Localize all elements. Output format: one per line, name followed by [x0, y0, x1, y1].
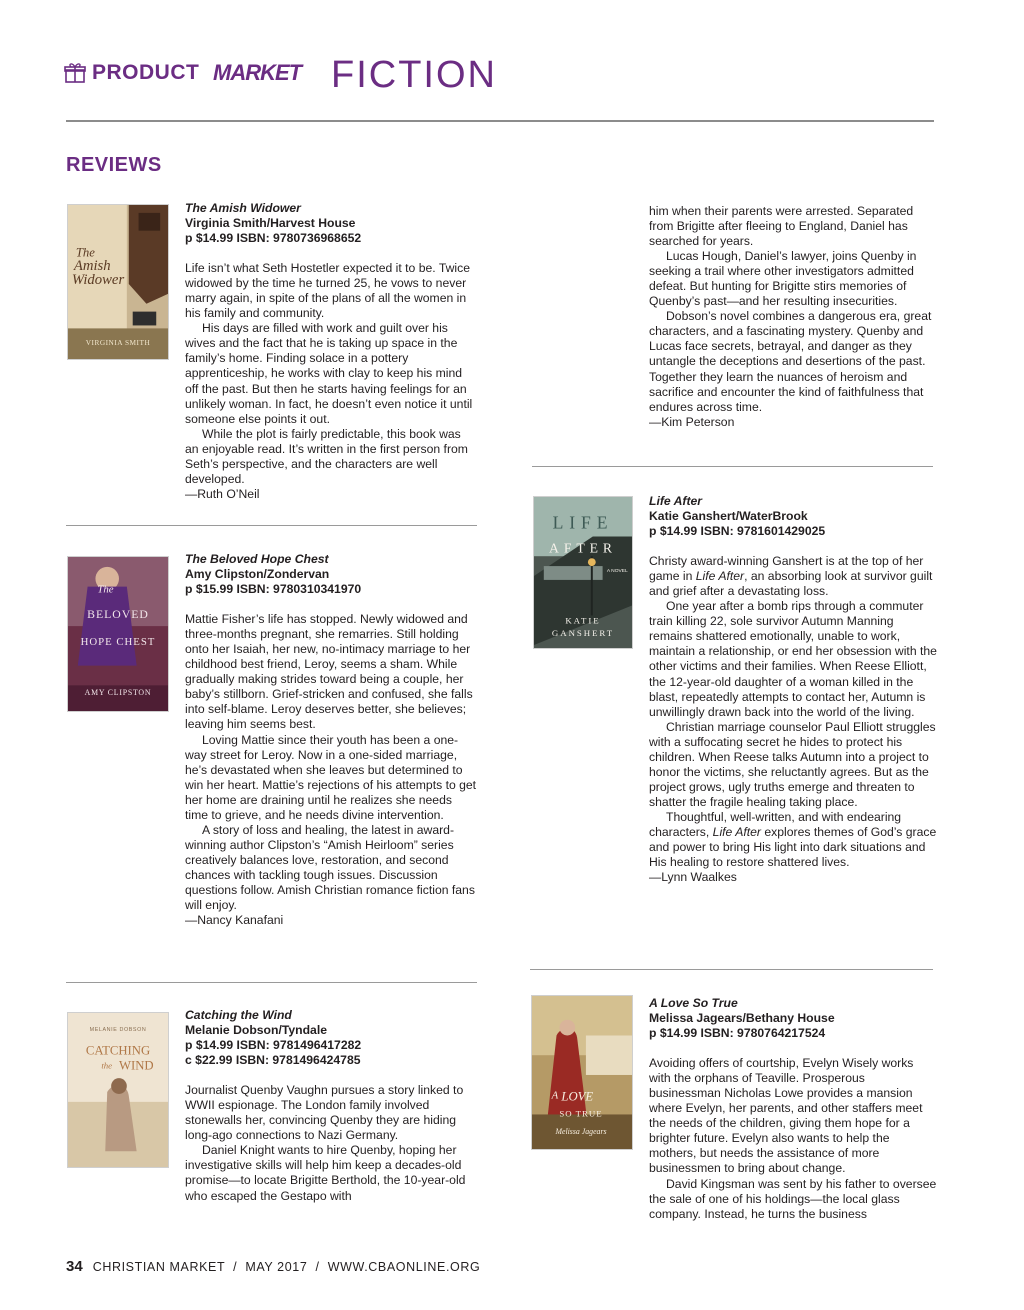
svg-text:A: A [551, 1089, 559, 1102]
svg-text:CATCHING: CATCHING [85, 1043, 151, 1058]
book-title: Catching the Wind [185, 1008, 292, 1022]
reviewer: —Ruth O’Neil [185, 486, 260, 501]
review-paragraph: Christy award-winning Ganshert is at the top of her game in Life After, an absorbing look at survivor guilt and grief after a devastating loss. [649, 554, 933, 599]
review-paragraph: Lucas Hough, Daniel’s lawyer, joins Quenby in seeking a trail where other investigators admitted defeat. But hunting for Brigitte stirs memories of Quenby’s past—and her resulting insecurities. [649, 249, 917, 309]
svg-text:SO TRUE: SO TRUE [559, 1108, 603, 1119]
svg-text:WIND: WIND [118, 1058, 154, 1073]
author-publisher: Katie Ganshert/WaterBrook [649, 509, 808, 524]
review-a-love-so-true [649, 996, 937, 1222]
review-amish-widower [185, 201, 477, 502]
review-paragraph: Dobson’s novel combines a dangerous era, great characters, and a fascinating mystery. Quenby and Lucas face secrets, betrayal, and danger as they untangle the deceptions and desertions of the past. Together they learn the nuances of heroism and sacrifice and encounter the kind of faithfulness that endures across time. [649, 309, 932, 414]
review-paragraph: Mattie Fisher’s life has stopped. Newly widowed and three-months pregnant, she remarries. Still holding onto her Isaiah, her new, no-intimacy marriage to her childhood best friend, Leroy, seems a sham. While gradually making strides toward being a couple, her baby’s stillborn. Grief-stricken and confused, she falls into self-blame. Leroy deserves better, she believes; leaving him seems best. [185, 612, 473, 732]
svg-text:BELOVED: BELOVED [87, 607, 149, 622]
price-isbn: c $22.99 ISBN: 9781496424785 [185, 1053, 361, 1068]
review-paragraph: One year after a bomb rips through a commuter train killing 22, sole survivor Autumn Manning remains shattered emotionally, unable to work, maintain a relationship, or end her obsession with the other victims and their families. When Reese Elliott, the 12-year-old daughter of a woman killed in the blast, repeatedly attempts to contact her, Autumn is unwillingly drawn back into the world of the living. [649, 599, 937, 719]
svg-text:Melissa Jagears: Melissa Jagears [555, 1127, 607, 1137]
price-isbn: p $15.99 ISBN: 9780310341970 [185, 582, 362, 597]
price-isbn: p $14.99 ISBN: 9781496417282 [185, 1038, 362, 1053]
book-cover-catching-the-wind [67, 1012, 169, 1168]
review-paragraph: Life isn’t what Seth Hostetler expected it to be. Twice widowed by the time he turned 25, he vows to never marry again, in spite of the plans of all the women in his family and community. [185, 261, 470, 321]
svg-text:the: the [101, 1060, 113, 1071]
book-cover-amish-widower [67, 204, 169, 360]
review-paragraph: While the plot is fairly predictable, this book was an enjoyable read. It’s written in the first person from Seth’s perspective, and the characters are well developed. [185, 426, 468, 486]
svg-text:VIRGINIA SMITH: VIRGINIA SMITH [85, 338, 151, 348]
gift-icon [64, 62, 86, 84]
review-paragraph: His days are filled with work and guilt over his wives and the fact that he is taking up space in the family’s home. Finding solace in a pottery apprenticeship, he works with clay to keep his mind off the past. But then he starts having feelings for an unlikely woman. In fact, he doesn’t even notice it until someone else points it out. [185, 321, 473, 426]
author-publisher: Melissa Jagears/Bethany House [649, 1011, 835, 1026]
review-paragraph: David Kingsman was sent by his father to oversee the sale of one of his holdings—the local glass company. Instead, he turns the business [649, 1176, 937, 1221]
review-paragraph: Journalist Quenby Vaughn pursues a story linked to WWII espionage. The London family involved stonewalls her, convincing Quenby they are hiding long-ago connections to Nazi Germany. [185, 1083, 464, 1143]
svg-text:GANSHERT: GANSHERT [551, 628, 615, 639]
svg-text:A NOVEL: A NOVEL [606, 568, 628, 575]
review-paragraph: him when their parents were arrested. Separated from Brigitte after fleeing to England, Daniel has searched for years. [649, 204, 914, 249]
book-title: The Amish Widower [185, 201, 301, 215]
svg-text:LIFE: LIFE [552, 512, 614, 533]
page-number: 34 [66, 1258, 83, 1275]
svg-text:The: The [97, 583, 114, 596]
review-beloved-hope-chest [185, 552, 477, 928]
book-cover-a-love-so-true [531, 995, 633, 1150]
review-paragraph: Thoughtful, well-written, and with endearing characters, Life After explores themes of God’s grace and power to bring His light into dark situations and His healing to restore shattered lives. [649, 809, 937, 870]
svg-text:MELANIE DOBSON: MELANIE DOBSON [89, 1026, 147, 1033]
review-paragraph: Daniel Knight wants to hire Quenby, hoping her investigative skills will help him keep a decades-old promise—to locate Brigitte Berthold, the 10-year-old who escaped the Gestapo with [185, 1143, 466, 1203]
svg-text:HOPE CHEST: HOPE CHEST [80, 635, 156, 648]
book-cover-beloved-hope-chest [67, 556, 169, 712]
book-title: A Love So True [649, 996, 738, 1010]
review-paragraph: Loving Mattie since their youth has been a one-way street for Leroy. Now in a one-sided marriage, he’s devastated when she leaves but determined to win her heart. Mattie’s rejections of his attempts to get her home are draining until he realizes she needs time to grieve, and he needs divine intervention. [185, 732, 477, 822]
review-paragraph: Christian marriage counselor Paul Elliott struggles with a suffocating secret he hides to protect his children. When Reese talks Autumn into a project to honor the victims, she reluctantly agrees. But as the project grows, ugly truths emerge and threaten to shatter the fragile healing taking place. [649, 719, 936, 809]
svg-text:Amish: Amish [73, 258, 111, 275]
book-title: Life After [649, 494, 703, 508]
book-cover-life-after [533, 496, 633, 649]
header-product: PRODUCT [92, 61, 200, 84]
section-title: REVIEWS [66, 154, 162, 176]
reviewer: —Nancy Kanafani [185, 913, 284, 928]
author-publisher: Melanie Dobson/Tyndale [185, 1023, 327, 1038]
review-catching-the-wind [185, 1008, 477, 1204]
review-paragraph: A story of loss and healing, the latest in award-winning author Clipston’s “Amish Heirloom” series creatively balances love, restoration, and second chances with tackling tough issues. Discussion questions follow. Amish Christian romance fiction fans will enjoy. [185, 822, 475, 913]
svg-text:AFTER: AFTER [549, 540, 617, 556]
divider [66, 525, 477, 526]
svg-text:Widower: Widower [71, 271, 125, 288]
divider [530, 969, 933, 970]
svg-text:KATIE: KATIE [565, 615, 601, 626]
svg-text:LOVE: LOVE [561, 1089, 594, 1104]
reviewer: —Lynn Waalkes [649, 870, 737, 885]
price-isbn: p $14.99 ISBN: 9781601429025 [649, 524, 826, 539]
price-isbn: p $14.99 ISBN: 9780764217524 [649, 1026, 826, 1041]
svg-text:AMY CLIPSTON: AMY CLIPSTON [84, 688, 152, 698]
review-life-after [649, 494, 937, 885]
book-title: The Beloved Hope Chest [185, 552, 329, 566]
review-catching-the-wind-continued [649, 204, 937, 430]
header-divider [66, 120, 934, 122]
header-market: MARKET [213, 60, 302, 85]
page-title: FICTION [331, 54, 497, 96]
divider [66, 982, 477, 983]
author-publisher: Amy Clipston/Zondervan [185, 567, 330, 582]
author-publisher: Virginia Smith/Harvest House [185, 216, 356, 231]
page-footer [66, 1258, 480, 1275]
review-paragraph: Avoiding offers of courtship, Evelyn Wisely works with the orphans of Teaville. Prosperous businessman Nicholas Lowe provides a mansion where Evelyn, her parents, and other staffers meet the needs of the children, giving them hope for a brighter future. Evelyn also wants to help the mothers, but needs the assistance of more businessmen to bring about change. [649, 1056, 923, 1176]
divider [532, 466, 933, 467]
cover-title: The [75, 245, 95, 260]
price-isbn: p $14.99 ISBN: 9780736968652 [185, 231, 362, 246]
footer-text: CHRISTIAN MARKET / MAY 2017 / WWW.CBAONLINE.ORG [92, 1260, 481, 1274]
reviewer: —Kim Peterson [649, 414, 735, 429]
